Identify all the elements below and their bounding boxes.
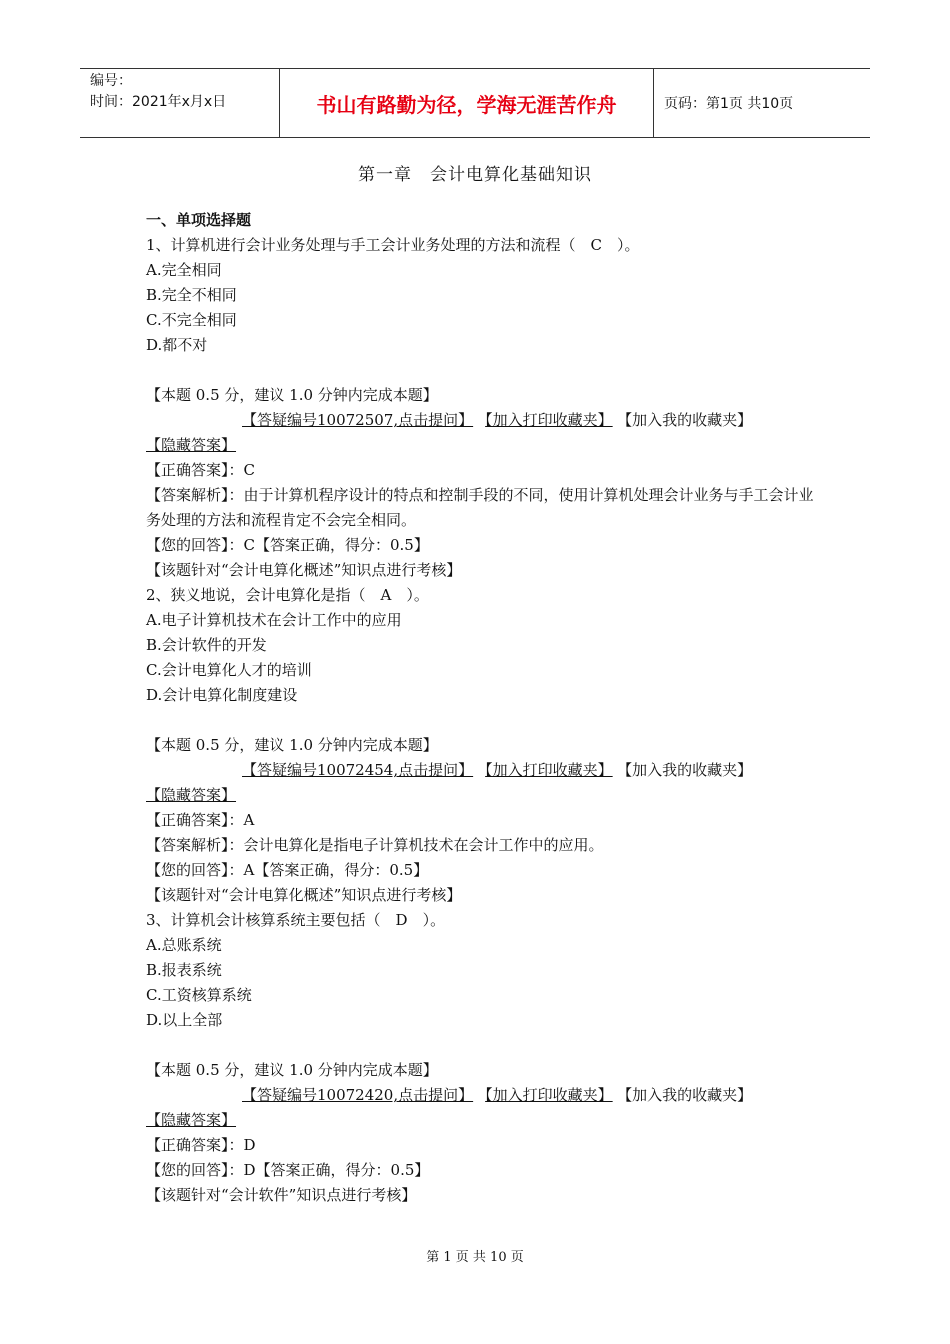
question-list <box>146 208 826 1208</box>
page-header <box>80 68 870 138</box>
correct-answer: 【正确答案】：D <box>146 1136 256 1154</box>
knowledge-point: 【该题针对“会计电算化概述”知识点进行考核】 <box>146 886 462 904</box>
number-label: 编号： <box>90 73 132 89</box>
action-row <box>146 1083 826 1108</box>
section-title: 一、单项选择题 <box>146 211 252 229</box>
option-c: C.工资核算系统 <box>146 986 252 1004</box>
option-a: A.完全相同 <box>146 261 222 279</box>
option-b: B.报表系统 <box>146 961 222 979</box>
header-motto: 书山有路勤为径，学海无涯苦作舟 <box>280 69 654 137</box>
add-my-favorites-link[interactable]: 【加入我的收藏夹】 <box>624 761 753 779</box>
option-d: D.会计电算化制度建设 <box>146 686 298 704</box>
hide-answer-link[interactable]: 【隐藏答案】 <box>146 1111 237 1129</box>
question-stem: 2、狭义地说，会计电算化是指（ A ）。 <box>146 586 429 604</box>
question-3 <box>146 908 826 1208</box>
action-row <box>146 758 826 783</box>
hide-answer-link[interactable]: 【隐藏答案】 <box>146 436 237 454</box>
spacer <box>146 1033 826 1058</box>
hide-answer-link[interactable]: 【隐藏答案】 <box>146 786 237 804</box>
ask-question-link[interactable]: 【答疑编号10072454,点击提问】 <box>242 761 474 779</box>
knowledge-point: 【该题针对“会计软件”知识点进行考核】 <box>146 1186 417 1204</box>
option-b: B.会计软件的开发 <box>146 636 267 654</box>
option-a: A.电子计算机技术在会计工作中的应用 <box>146 611 402 629</box>
add-my-favorites-link[interactable]: 【加入我的收藏夹】 <box>624 1086 753 1104</box>
score-hint: 【本题 0.5 分，建议 1.0 分钟内完成本题】 <box>146 736 438 754</box>
chapter-title: 第一章 会计电算化基础知识 <box>358 165 592 185</box>
ask-question-link[interactable]: 【答疑编号10072420,点击提问】 <box>242 1086 474 1104</box>
score-hint: 【本题 0.5 分，建议 1.0 分钟内完成本题】 <box>146 1061 438 1079</box>
question-stem: 1、计算机进行会计业务处理与手工会计业务处理的方法和流程（ C ）。 <box>146 236 640 254</box>
option-d: D.以上全部 <box>146 1011 223 1029</box>
your-answer: 【您的回答】：C【答案正确，得分：0.5】 <box>146 536 429 554</box>
knowledge-point: 【该题针对“会计电算化概述”知识点进行考核】 <box>146 561 462 579</box>
option-c: C.不完全相同 <box>146 311 237 329</box>
page-footer: 第 1 页 共 10 页 <box>426 1250 524 1265</box>
spacer <box>146 708 826 733</box>
add-print-favorites-link[interactable]: 【加入打印收藏夹】 <box>485 1086 613 1104</box>
your-answer: 【您的回答】：D【答案正确，得分：0.5】 <box>146 1161 430 1179</box>
question-stem: 3、计算机会计核算系统主要包括（ D ）。 <box>146 911 446 929</box>
your-answer: 【您的回答】：A【答案正确，得分：0.5】 <box>146 861 429 879</box>
add-my-favorites-link[interactable]: 【加入我的收藏夹】 <box>624 411 753 429</box>
correct-answer: 【正确答案】：A <box>146 811 255 829</box>
answer-analysis: 【答案解析】：会计电算化是指电子计算机技术在会计工作中的应用。 <box>146 836 604 854</box>
header-meta <box>80 69 280 137</box>
question-2 <box>146 583 826 908</box>
add-print-favorites-link[interactable]: 【加入打印收藏夹】 <box>485 411 613 429</box>
ask-question-link[interactable]: 【答疑编号10072507,点击提问】 <box>242 411 474 429</box>
answer-analysis: 【答案解析】：由于计算机程序设计的特点和控制手段的不同，使用计算机处理会计业务与手工会计业务处理的方法和流程肯定不会完全相同。 <box>146 486 814 529</box>
add-print-favorites-link[interactable]: 【加入打印收藏夹】 <box>485 761 613 779</box>
correct-answer: 【正确答案】：C <box>146 461 255 479</box>
option-b: B.完全不相同 <box>146 286 237 304</box>
option-c: C.会计电算化人才的培训 <box>146 661 312 679</box>
score-hint: 【本题 0.5 分，建议 1.0 分钟内完成本题】 <box>146 386 438 404</box>
question-1 <box>146 233 826 583</box>
header-page-label: 页码：第1页 共10页 <box>664 96 794 112</box>
spacer <box>146 358 826 383</box>
option-a: A.总账系统 <box>146 936 222 954</box>
time-label: 时间：2021年x月x日 <box>90 94 227 110</box>
action-row <box>146 408 826 433</box>
option-d: D.都不对 <box>146 336 208 354</box>
